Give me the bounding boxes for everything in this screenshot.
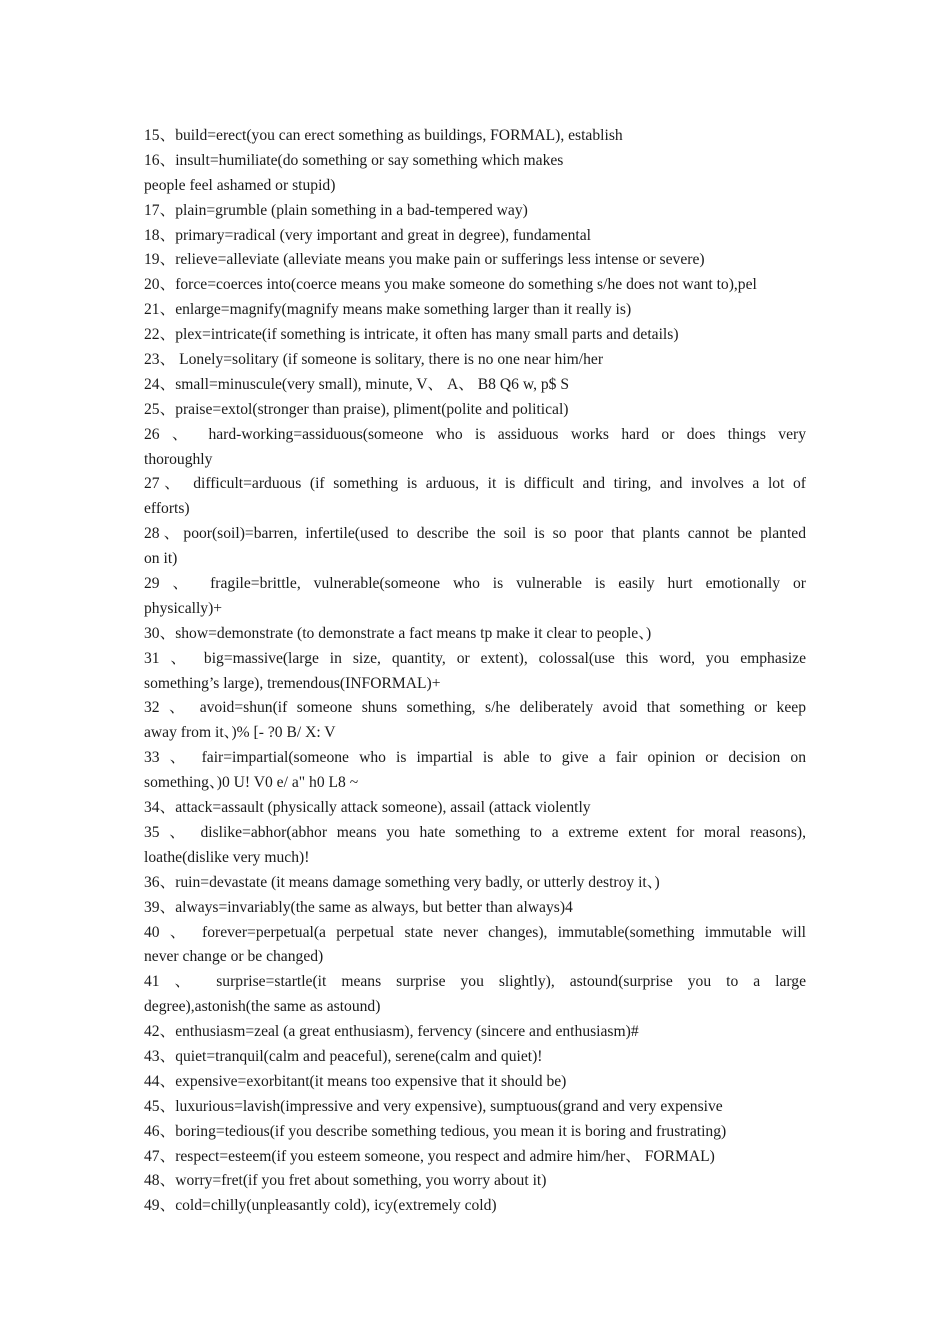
text-line: 21、enlarge=magnify(magnify means make something larger than it really is) bbox=[144, 301, 632, 319]
text-line: 30、show=demonstrate (to demonstrate a fact means tp make it clear to people、) bbox=[144, 624, 652, 642]
text-line: 45、luxurious=lavish(impressive and very expensive), sumptuous(grand and very expensive bbox=[144, 1097, 723, 1115]
text-line: something、)0 U! V0 e/ a" h0 L8 ~ bbox=[144, 774, 359, 792]
text-line: 25、praise=extol(stronger than praise), pliment(polite and political) bbox=[144, 400, 569, 418]
text-line: thoroughly bbox=[144, 450, 213, 468]
text-line: physically)+ bbox=[144, 599, 223, 617]
text-line: 32 、 avoid=shun(if someone shuns something, s/he deliberately avoid that something or keep bbox=[144, 699, 806, 717]
text-line: 46、boring=tedious(if you describe something tedious, you mean it is boring and frustrating) bbox=[144, 1122, 727, 1140]
text-line: 18、primary=radical (very important and great in degree), fundamental bbox=[144, 226, 591, 244]
text-line: away from it、)% [- ?0 B/ X: V bbox=[144, 724, 336, 742]
text-line: 29 、 fragile=brittle, vulnerable(someone who is vulnerable is easily hurt emotionally or bbox=[144, 575, 806, 593]
text-line: 34、attack=assault (physically attack someone), assail (attack violently bbox=[144, 799, 591, 817]
text-line: 40 、 forever=perpetual(a perpetual state never changes), immutable(something immutable will bbox=[144, 923, 806, 941]
text-line: 39、always=invariably(the same as always, but better than always)4 bbox=[144, 898, 573, 916]
text-line: 42、enthusiasm=zeal (a great enthusiasm), fervency (sincere and enthusiasm)# bbox=[144, 1023, 639, 1041]
text-line: 19、relieve=alleviate (alleviate means you make pain or sufferings less intense or severe) bbox=[144, 251, 705, 269]
text-line: 36、ruin=devastate (it means damage something very badly, or utterly destroy it、) bbox=[144, 873, 660, 891]
text-line: degree),astonish(the same as astound) bbox=[144, 998, 381, 1016]
text-line: 26 、 hard-working=assiduous(someone who is assiduous works hard or does things very bbox=[144, 425, 806, 443]
text-line: 17、plain=grumble (plain something in a bad-tempered way) bbox=[144, 201, 528, 219]
text-line: 31 、 big=massive(large in size, quantity, or extent), colossal(use this word, you emphasize bbox=[144, 649, 806, 667]
text-line: 49、cold=chilly(unpleasantly cold), icy(extremely cold) bbox=[144, 1197, 497, 1215]
text-line: 23、 Lonely=solitary (if someone is solitary, there is no one near him/her bbox=[144, 351, 604, 369]
text-line: loathe(dislike very much)! bbox=[144, 848, 310, 866]
text-line: 44、expensive=exorbitant(it means too expensive that it should be) bbox=[144, 1072, 567, 1090]
text-line: 16、insult=humiliate(do something or say something which makes bbox=[144, 151, 564, 169]
text-line: 27、 difficult=arduous (if something is arduous, it is difficult and tiring, and involves a lot of bbox=[144, 475, 806, 493]
text-line: something’s large), tremendous(INFORMAL)+ bbox=[144, 674, 441, 692]
text-line: 33 、 fair=impartial(someone who is impartial is able to give a fair opinion or decision on bbox=[144, 749, 806, 767]
text-line: 43、quiet=tranquil(calm and peaceful), serene(calm and quiet)! bbox=[144, 1047, 543, 1065]
text-line: people feel ashamed or stupid) bbox=[144, 176, 336, 194]
text-line: never change or be changed) bbox=[144, 948, 324, 966]
text-line: 47、respect=esteem(if you esteem someone, you respect and admire him/her、 FORMAL) bbox=[144, 1147, 715, 1165]
text-line: 28、poor(soil)=barren, infertile(used to describe the soil is so poor that plants cannot be planted bbox=[144, 525, 806, 543]
text-line: 24、small=minuscule(very small), minute, V、 A、 B8 Q6 w, p$ S bbox=[144, 375, 570, 393]
text-line: 35 、 dislike=abhor(abhor means you hate something to a extreme extent for moral reasons), bbox=[144, 823, 806, 841]
text-line: on it) bbox=[144, 550, 178, 568]
text-line: 15、build=erect(you can erect something as buildings, FORMAL), establish bbox=[144, 127, 623, 144]
text-line: efforts) bbox=[144, 500, 190, 518]
vocabulary-list bbox=[144, 124, 806, 1219]
text-line: 22、plex=intricate(if something is intricate, it often has many small parts and details) bbox=[144, 326, 679, 344]
text-line: 48、worry=fret(if you fret about something, you worry about it) bbox=[144, 1172, 547, 1190]
text-line: 41 、 surprise=startle(it means surprise you slightly), astound(surprise you to a large bbox=[144, 973, 806, 991]
text-line: 20、force=coerces into(coerce means you make someone do something s/he does not want to),pel bbox=[144, 276, 757, 294]
